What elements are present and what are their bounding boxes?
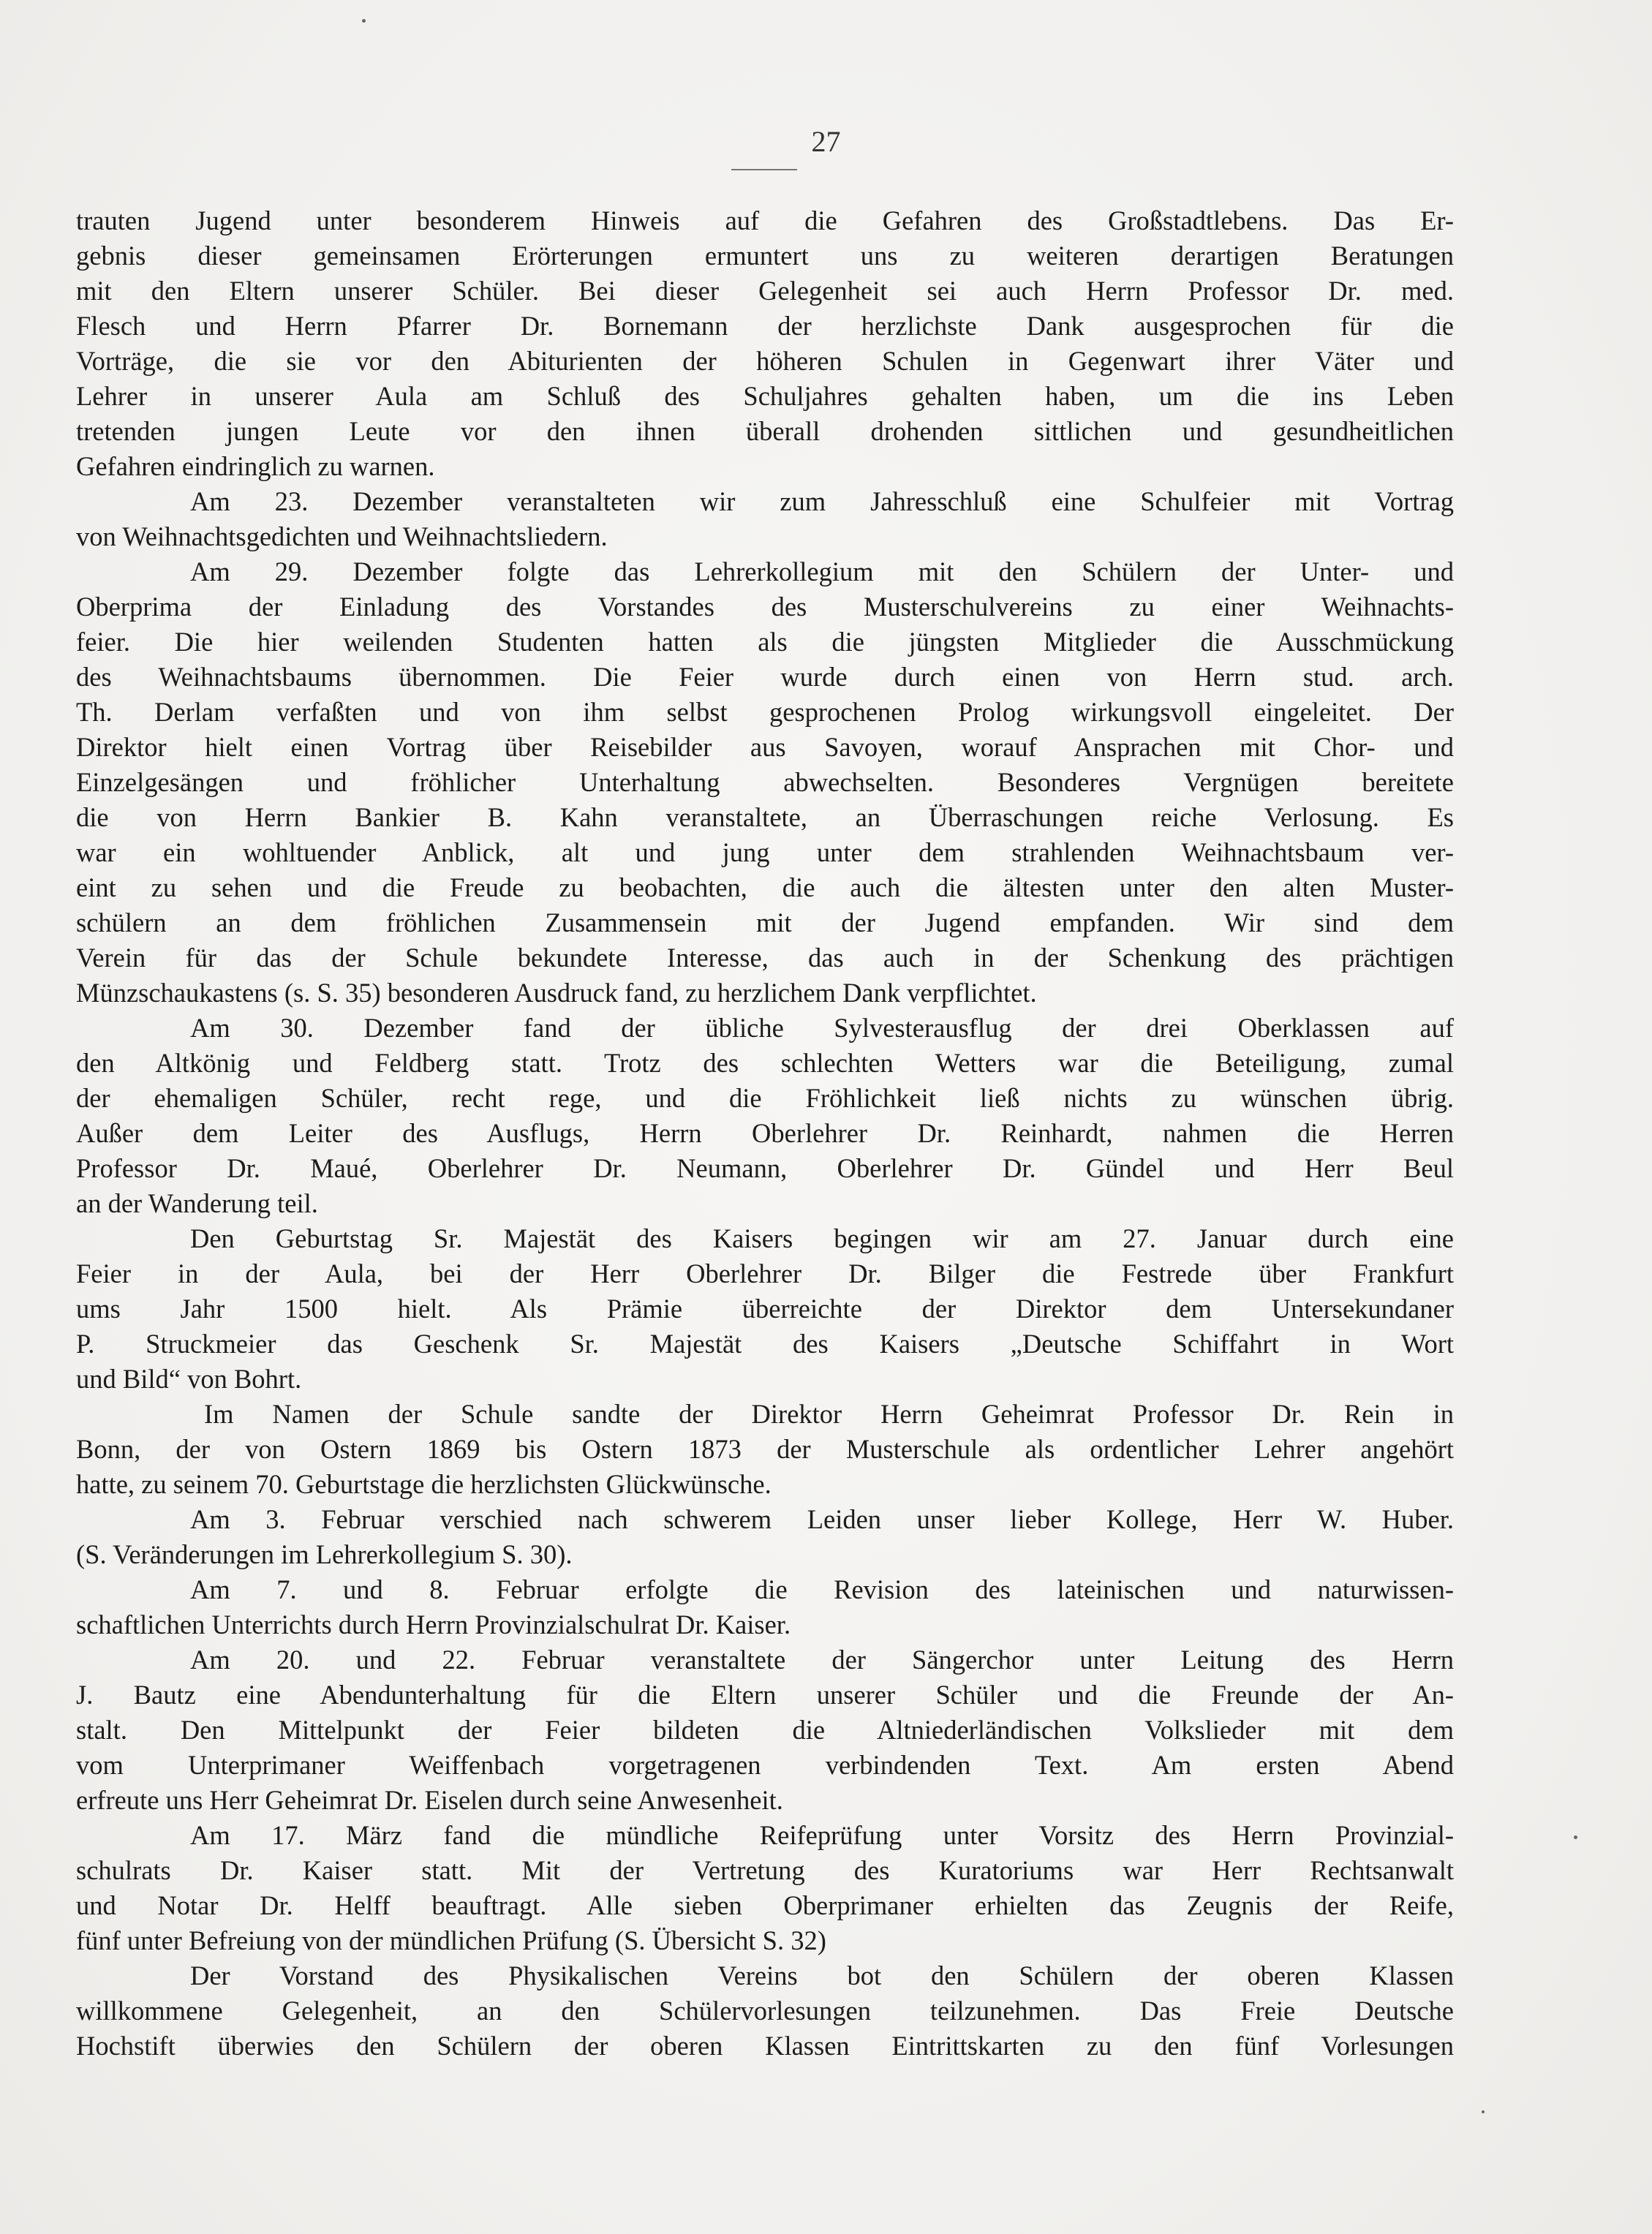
text-line: Oberprima der Einladung des Vorstandes des Musterschulvereins zu einer Weihnachts- [76, 592, 1454, 622]
text-line: der ehemaligen Schüler, recht rege, und die Fröhlichkeit ließ nichts zu wünschen übrig. [76, 1083, 1454, 1113]
text-line: erfreute uns Herr Geheimrat Dr. Eiselen durch seine Anwesenheit. [76, 1785, 783, 1815]
text-line: schulrats Dr. Kaiser statt. Mit der Vertretung des Kuratoriums war Herr Rechtsanwalt [76, 1855, 1454, 1885]
text-line: vom Unterprimaner Weiffenbach vorgetragenen verbindenden Text. Am ersten Abend [76, 1750, 1454, 1780]
text-line: Bonn, der von Ostern 1869 bis Ostern 1873 der Musterschule als ordentlicher Lehrer angehört [76, 1434, 1454, 1464]
text-line: P. Struckmeier das Geschenk Sr. Majestät des Kaisers „Deutsche Schiffahrt in Wort [76, 1329, 1454, 1359]
text-line: eint zu sehen und die Freude zu beobachten, die auch die ältesten unter den alten Muster- [76, 872, 1454, 902]
text-line: Flesch und Herrn Pfarrer Dr. Bornemann der herzlichste Dank ausgesprochen für die [76, 311, 1454, 341]
scan-speck [1482, 2110, 1485, 2113]
text-line: Lehrer in unserer Aula am Schluß des Schuljahres gehalten haben, um die ins Leben [76, 381, 1454, 411]
text-body [76, 203, 1454, 2064]
text-line: J. Bautz eine Abendunterhaltung für die Eltern unserer Schüler und die Freunde der An- [76, 1680, 1454, 1710]
text-line: mit den Eltern unserer Schüler. Bei dieser Gelegenheit sei auch Herrn Professor Dr. med. [76, 276, 1454, 306]
text-line: Hochstift überwies den Schülern der oberen Klassen Eintrittskarten zu den fünf Vorlesungen [76, 2031, 1454, 2061]
text-line: Am 20. und 22. Februar veranstaltete der Sängerchor unter Leitung des Herrn [190, 1645, 1454, 1675]
text-line: Am 17. März fand die mündliche Reifeprüfung unter Vorsitz des Herrn Provinzial- [190, 1820, 1454, 1850]
text-line: trauten Jugend unter besonderem Hinweis auf die Gefahren des Großstadtlebens. Das Er- [76, 205, 1454, 235]
page-number: 27 [811, 125, 841, 158]
text-line: (S. Veränderungen im Lehrerkollegium S. 30). [76, 1539, 573, 1569]
text-line: Feier in der Aula, bei der Herr Oberlehrer Dr. Bilger die Festrede über Frankfurt [76, 1258, 1454, 1288]
text-line: Gefahren eindringlich zu warnen. [76, 451, 435, 481]
text-line: Professor Dr. Maué, Oberlehrer Dr. Neumann, Oberlehrer Dr. Gündel und Herr Beul [76, 1153, 1454, 1183]
text-line: und Bild“ von Bohrt. [76, 1364, 302, 1394]
text-line: willkommene Gelegenheit, an den Schülervorlesungen teilzunehmen. Das Freie Deutsche [76, 1996, 1454, 2026]
text-line: Direktor hielt einen Vortrag über Reisebilder aus Savoyen, worauf Ansprachen mit Chor- und [76, 732, 1454, 762]
text-line: Den Geburtstag Sr. Majestät des Kaisers begingen wir am 27. Januar durch eine [190, 1223, 1454, 1253]
text-line: Am 29. Dezember folgte das Lehrerkollegium mit den Schülern der Unter- und [190, 556, 1454, 586]
text-line: an der Wanderung teil. [76, 1188, 318, 1218]
text-line: feier. Die hier weilenden Studenten hatten als die jüngsten Mitglieder die Ausschmückung [76, 627, 1454, 657]
text-line: Im Namen der Schule sandte der Direktor Herrn Geheimrat Professor Dr. Rein in [204, 1399, 1454, 1429]
text-line: Vorträge, die sie vor den Abiturienten der höheren Schulen in Gegenwart ihrer Väter und [76, 346, 1454, 376]
text-line: Am 7. und 8. Februar erfolgte die Revision des lateinischen und naturwissen- [190, 1574, 1454, 1604]
scan-speck [362, 19, 366, 23]
text-line: und Notar Dr. Helff beauftragt. Alle sieben Oberprimaner erhielten das Zeugnis der Reife, [76, 1890, 1454, 1920]
text-line: von Weihnachtsgedichten und Weihnachtsliedern. [76, 521, 608, 551]
text-line: gebnis dieser gemeinsamen Erörterungen ermuntert uns zu weiteren derartigen Beratungen [76, 241, 1454, 271]
text-line: die von Herrn Bankier B. Kahn veranstaltete, an Überraschungen reiche Verlosung. Es [76, 802, 1454, 832]
text-line: tretenden jungen Leute vor den ihnen überall drohenden sittlichen und gesundheitlichen [76, 416, 1454, 446]
text-line: fünf unter Befreiung von der mündlichen Prüfung (S. Übersicht S. 32) [76, 1925, 826, 1955]
text-line: Am 23. Dezember veranstalteten wir zum Jahresschluß eine Schulfeier mit Vortrag [190, 486, 1454, 516]
text-line: Einzelgesängen und fröhlicher Unterhaltung abwechselten. Besonderes Vergnügen bereitete [76, 767, 1454, 797]
text-line: schaftlichen Unterrichts durch Herrn Provinzialschulrat Dr. Kaiser. [76, 1610, 791, 1639]
text-line: war ein wohltuender Anblick, alt und jung unter dem strahlenden Weihnachtsbaum ver- [76, 837, 1454, 867]
text-line: schülern an dem fröhlichen Zusammensein mit der Jugend empfanden. Wir sind dem [76, 907, 1454, 937]
scan-speck [1574, 1835, 1577, 1839]
text-line: hatte, zu seinem 70. Geburtstage die herzlichsten Glückwünsche. [76, 1469, 772, 1499]
text-line: den Altkönig und Feldberg statt. Trotz des schlechten Wetters war die Beteiligung, zumal [76, 1048, 1454, 1078]
text-line: Außer dem Leiter des Ausflugs, Herrn Oberlehrer Dr. Reinhardt, nahmen die Herren [76, 1118, 1454, 1148]
text-line: Münzschaukastens (s. S. 35) besonderen Ausdruck fand, zu herzlichem Dank verpflichtet. [76, 978, 1037, 1008]
text-line: Der Vorstand des Physikalischen Vereins bot den Schülern der oberen Klassen [190, 1961, 1454, 1990]
text-line: ums Jahr 1500 hielt. Als Prämie überreichte der Direktor dem Untersekundaner [76, 1294, 1454, 1324]
page-number-rule [731, 169, 797, 170]
text-line: stalt. Den Mittelpunkt der Feier bildeten die Altniederländischen Volkslieder mit dem [76, 1715, 1454, 1745]
text-line: des Weihnachtsbaums übernommen. Die Feier wurde durch einen von Herrn stud. arch. [76, 662, 1454, 692]
text-line: Verein für das der Schule bekundete Interesse, das auch in der Schenkung des prächtigen [76, 943, 1454, 973]
text-line: Th. Derlam verfaßten und von ihm selbst gesprochenen Prolog wirkungsvoll eingeleitet. Der [76, 697, 1454, 727]
text-line: Am 30. Dezember fand der übliche Sylvesterausflug der drei Oberklassen auf [190, 1013, 1454, 1043]
text-line: Am 3. Februar verschied nach schwerem Leiden unser lieber Kollege, Herr W. Huber. [190, 1504, 1454, 1534]
